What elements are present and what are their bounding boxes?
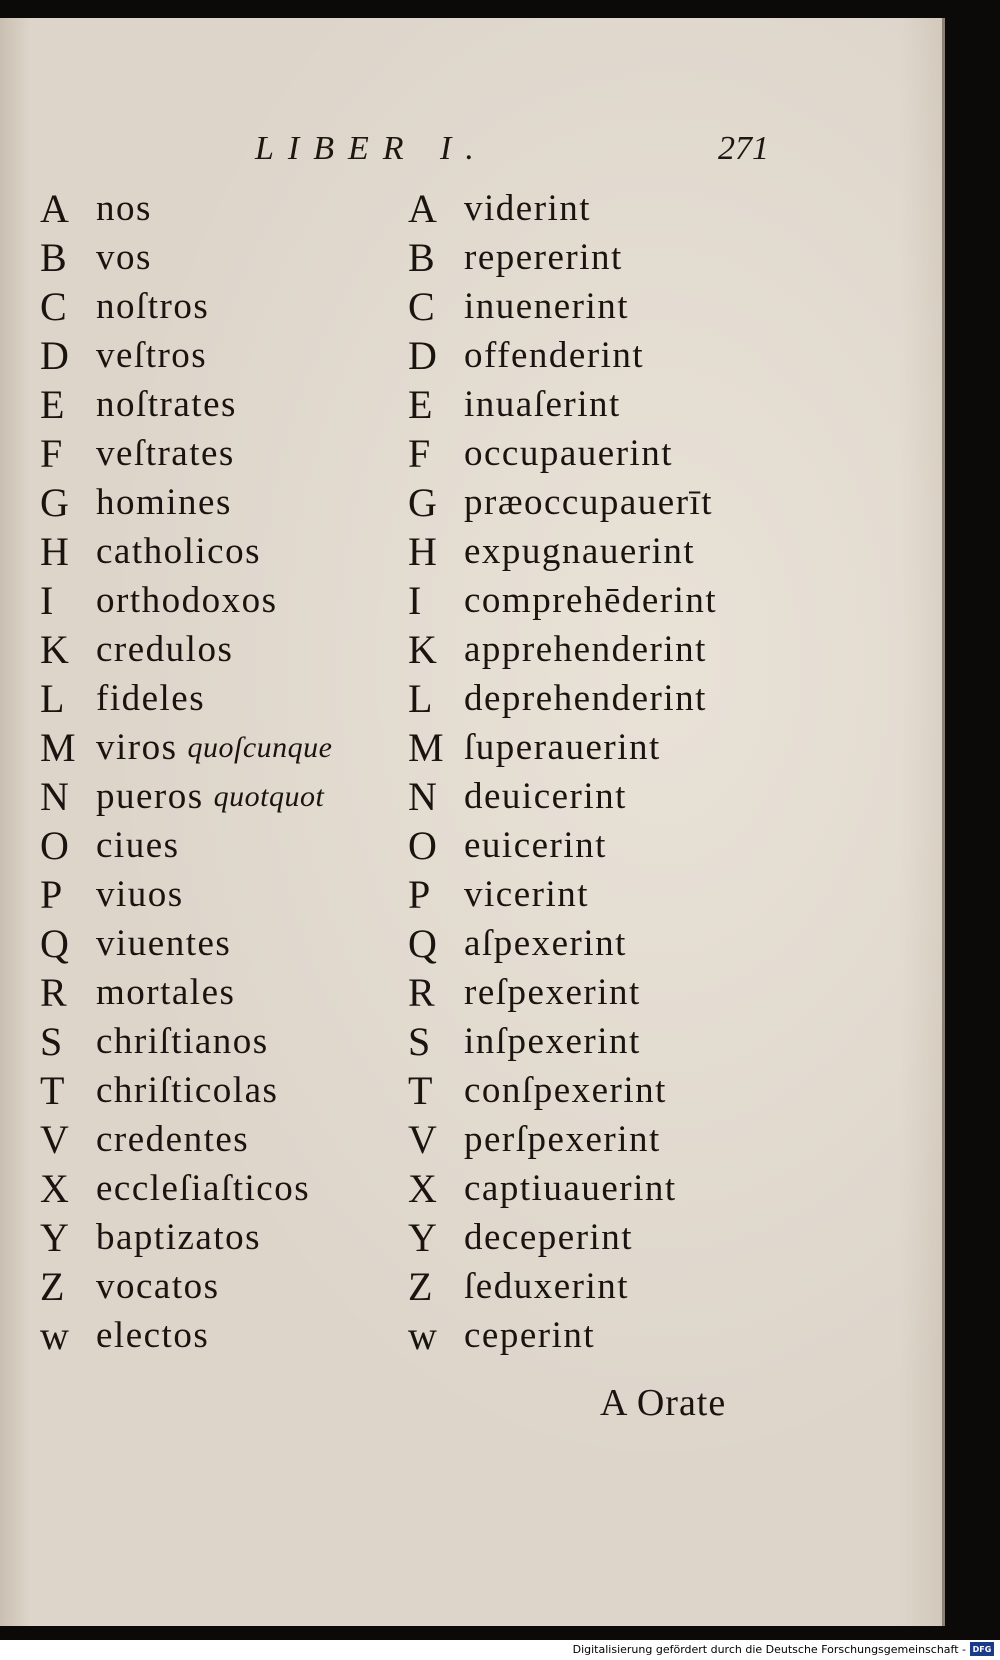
cipher-letter: Y <box>40 1215 69 1260</box>
cipher-row <box>40 1066 332 1115</box>
cipher-letter: K <box>408 627 437 672</box>
cipher-letter: P <box>40 872 63 917</box>
cipher-word: credulos <box>96 629 234 670</box>
cipher-letter: L <box>408 676 433 721</box>
cipher-letter: w <box>408 1313 437 1358</box>
cipher-letter: N <box>40 774 69 819</box>
cipher-row <box>408 1213 717 1262</box>
cipher-row <box>408 919 717 968</box>
cipher-row <box>408 1017 717 1066</box>
cipher-row <box>40 576 332 625</box>
cipher-row <box>40 478 332 527</box>
cipher-row <box>40 821 332 870</box>
cipher-word: catholicos <box>96 531 262 572</box>
catchword: A Orate <box>600 1382 727 1424</box>
cipher-row <box>40 1164 332 1213</box>
cipher-row <box>408 723 717 772</box>
cipher-word: noſtrates <box>96 384 237 425</box>
cipher-word: deceperint <box>464 1217 634 1258</box>
cipher-word: inuaſerint <box>464 384 621 425</box>
cipher-word: chriſticolas <box>96 1070 279 1111</box>
cipher-row <box>408 674 717 723</box>
cipher-letter: F <box>408 431 431 476</box>
cipher-word: offenderint <box>464 335 645 376</box>
running-title: LIBER I. <box>255 130 488 167</box>
cipher-letter: B <box>40 235 67 280</box>
cipher-row <box>40 968 332 1017</box>
cipher-word: vocatos <box>96 1266 220 1307</box>
cipher-word: inſpexerint <box>464 1021 641 1062</box>
cipher-letter: Q <box>408 921 437 966</box>
cipher-row <box>408 772 717 821</box>
cipher-row <box>40 380 332 429</box>
cipher-row <box>40 1115 332 1164</box>
cipher-letter: F <box>40 431 63 476</box>
cipher-letter: S <box>40 1019 63 1064</box>
cipher-word: baptizatos <box>96 1217 262 1258</box>
cipher-letter: L <box>40 676 65 721</box>
cipher-word: veſtros <box>96 335 208 376</box>
right-column <box>408 184 717 1360</box>
cipher-row <box>40 1262 332 1311</box>
cipher-row <box>408 821 717 870</box>
book-page <box>0 18 945 1626</box>
cipher-letter: E <box>40 382 65 427</box>
cipher-letter: G <box>408 480 437 525</box>
cipher-word: deuicerint <box>464 776 627 817</box>
cipher-letter: T <box>40 1068 65 1113</box>
cipher-letter: K <box>40 627 69 672</box>
cipher-letter: V <box>408 1117 437 1162</box>
cipher-row <box>40 870 332 919</box>
cipher-word: reſpexerint <box>464 972 641 1013</box>
footer-credit: Digitalisierung gefördert durch die Deutsche Forschungsgemeinschaft - <box>572 1643 966 1656</box>
cipher-letter: S <box>408 1019 431 1064</box>
cipher-word: perſpexerint <box>464 1119 661 1160</box>
cipher-letter: H <box>408 529 437 574</box>
cipher-row <box>40 1311 332 1360</box>
cipher-word: chriſtianos <box>96 1021 269 1062</box>
cipher-letter: A <box>40 186 69 231</box>
cipher-word: ſeduxerint <box>464 1266 630 1307</box>
page-number: 271 <box>718 130 769 167</box>
cipher-word: veſtrates <box>96 433 235 474</box>
cipher-word: nos <box>96 188 152 229</box>
cipher-word: ciues <box>96 825 180 866</box>
cipher-row <box>408 380 717 429</box>
cipher-row <box>40 331 332 380</box>
cipher-word: pueros <box>96 776 204 817</box>
cipher-letter: C <box>408 284 435 329</box>
cipher-letter: E <box>408 382 433 427</box>
cipher-letter: C <box>40 284 67 329</box>
cipher-word: ſuperauerint <box>464 727 661 768</box>
cipher-letter: I <box>40 578 54 623</box>
cipher-row <box>40 772 332 821</box>
cipher-word: vos <box>96 237 152 278</box>
cipher-word: orthodoxos <box>96 580 278 621</box>
cipher-letter: Y <box>408 1215 437 1260</box>
cipher-letter: Z <box>408 1264 433 1309</box>
page-header <box>0 130 942 180</box>
cipher-word: ceperint <box>464 1315 596 1356</box>
cipher-row <box>40 625 332 674</box>
cipher-row <box>408 1115 717 1164</box>
cipher-letter: M <box>40 725 76 770</box>
cipher-word: credentes <box>96 1119 250 1160</box>
cipher-letter: P <box>408 872 431 917</box>
cipher-letter: O <box>40 823 69 868</box>
cipher-word: captiuauerint <box>464 1168 677 1209</box>
cipher-word: expugnauerint <box>464 531 696 572</box>
cipher-row <box>40 233 332 282</box>
cipher-row <box>408 1164 717 1213</box>
cipher-row <box>408 527 717 576</box>
cipher-letter: X <box>408 1166 437 1211</box>
cipher-row <box>408 184 717 233</box>
cipher-row <box>408 968 717 1017</box>
cipher-row <box>408 1262 717 1311</box>
cipher-qualifier: quotquot <box>213 779 325 813</box>
cipher-word: aſpexerint <box>464 923 627 964</box>
cipher-row <box>40 282 332 331</box>
cipher-letter: N <box>408 774 437 819</box>
cipher-row <box>408 331 717 380</box>
cipher-letter: O <box>408 823 437 868</box>
cipher-row <box>408 282 717 331</box>
cipher-letter: X <box>40 1166 69 1211</box>
cipher-letter: D <box>408 333 437 378</box>
cipher-word: repererint <box>464 237 623 278</box>
cipher-letter: T <box>408 1068 433 1113</box>
cipher-word: deprehenderint <box>464 678 707 719</box>
cipher-row <box>40 429 332 478</box>
cipher-row <box>408 870 717 919</box>
cipher-word: viuentes <box>96 923 232 964</box>
cipher-row <box>40 919 332 968</box>
cipher-letter: R <box>40 970 67 1015</box>
cipher-row <box>40 1017 332 1066</box>
footer <box>0 1640 1000 1660</box>
cipher-letter: G <box>40 480 69 525</box>
cipher-word: viderint <box>464 188 592 229</box>
cipher-letter: A <box>408 186 437 231</box>
cipher-word: homines <box>96 482 232 523</box>
cipher-row <box>408 1066 717 1115</box>
cipher-word: comprehēderint <box>464 580 718 621</box>
cipher-word: eccleſiaſticos <box>96 1168 311 1209</box>
cipher-letter: H <box>40 529 69 574</box>
cipher-letter: V <box>40 1117 69 1162</box>
cipher-row <box>40 723 332 772</box>
cipher-row <box>408 1311 717 1360</box>
cipher-letter: Z <box>40 1264 65 1309</box>
cipher-row <box>40 1213 332 1262</box>
cipher-word: inuenerint <box>464 286 630 327</box>
cipher-letter: B <box>408 235 435 280</box>
cipher-letter: I <box>408 578 422 623</box>
cipher-row <box>40 674 332 723</box>
cipher-word: occupauerint <box>464 433 674 474</box>
cipher-word: electos <box>96 1315 210 1356</box>
cipher-word: mortales <box>96 972 236 1013</box>
cipher-word: noſtros <box>96 286 210 327</box>
cipher-word: viuos <box>96 874 184 915</box>
cipher-word: viros <box>96 727 178 768</box>
cipher-row <box>408 625 717 674</box>
cipher-row <box>40 184 332 233</box>
cipher-letter: w <box>40 1313 69 1358</box>
cipher-row <box>408 429 717 478</box>
cipher-row <box>408 576 717 625</box>
cipher-letter: Q <box>40 921 69 966</box>
cipher-letter: M <box>408 725 444 770</box>
cipher-word: apprehenderint <box>464 629 707 670</box>
cipher-word: fideles <box>96 678 206 719</box>
cipher-letter: R <box>408 970 435 1015</box>
cipher-qualifier: quoſcunque <box>187 730 333 764</box>
left-column <box>40 184 332 1360</box>
cipher-row <box>408 478 717 527</box>
cipher-word: euicerint <box>464 825 607 866</box>
cipher-row <box>40 527 332 576</box>
cipher-word: vicerint <box>464 874 590 915</box>
cipher-word: præoccupauerīt <box>464 482 714 523</box>
cipher-letter: D <box>40 333 69 378</box>
dfg-logo: DFG <box>970 1642 994 1656</box>
cipher-row <box>408 233 717 282</box>
cipher-word: conſpexerint <box>464 1070 667 1111</box>
